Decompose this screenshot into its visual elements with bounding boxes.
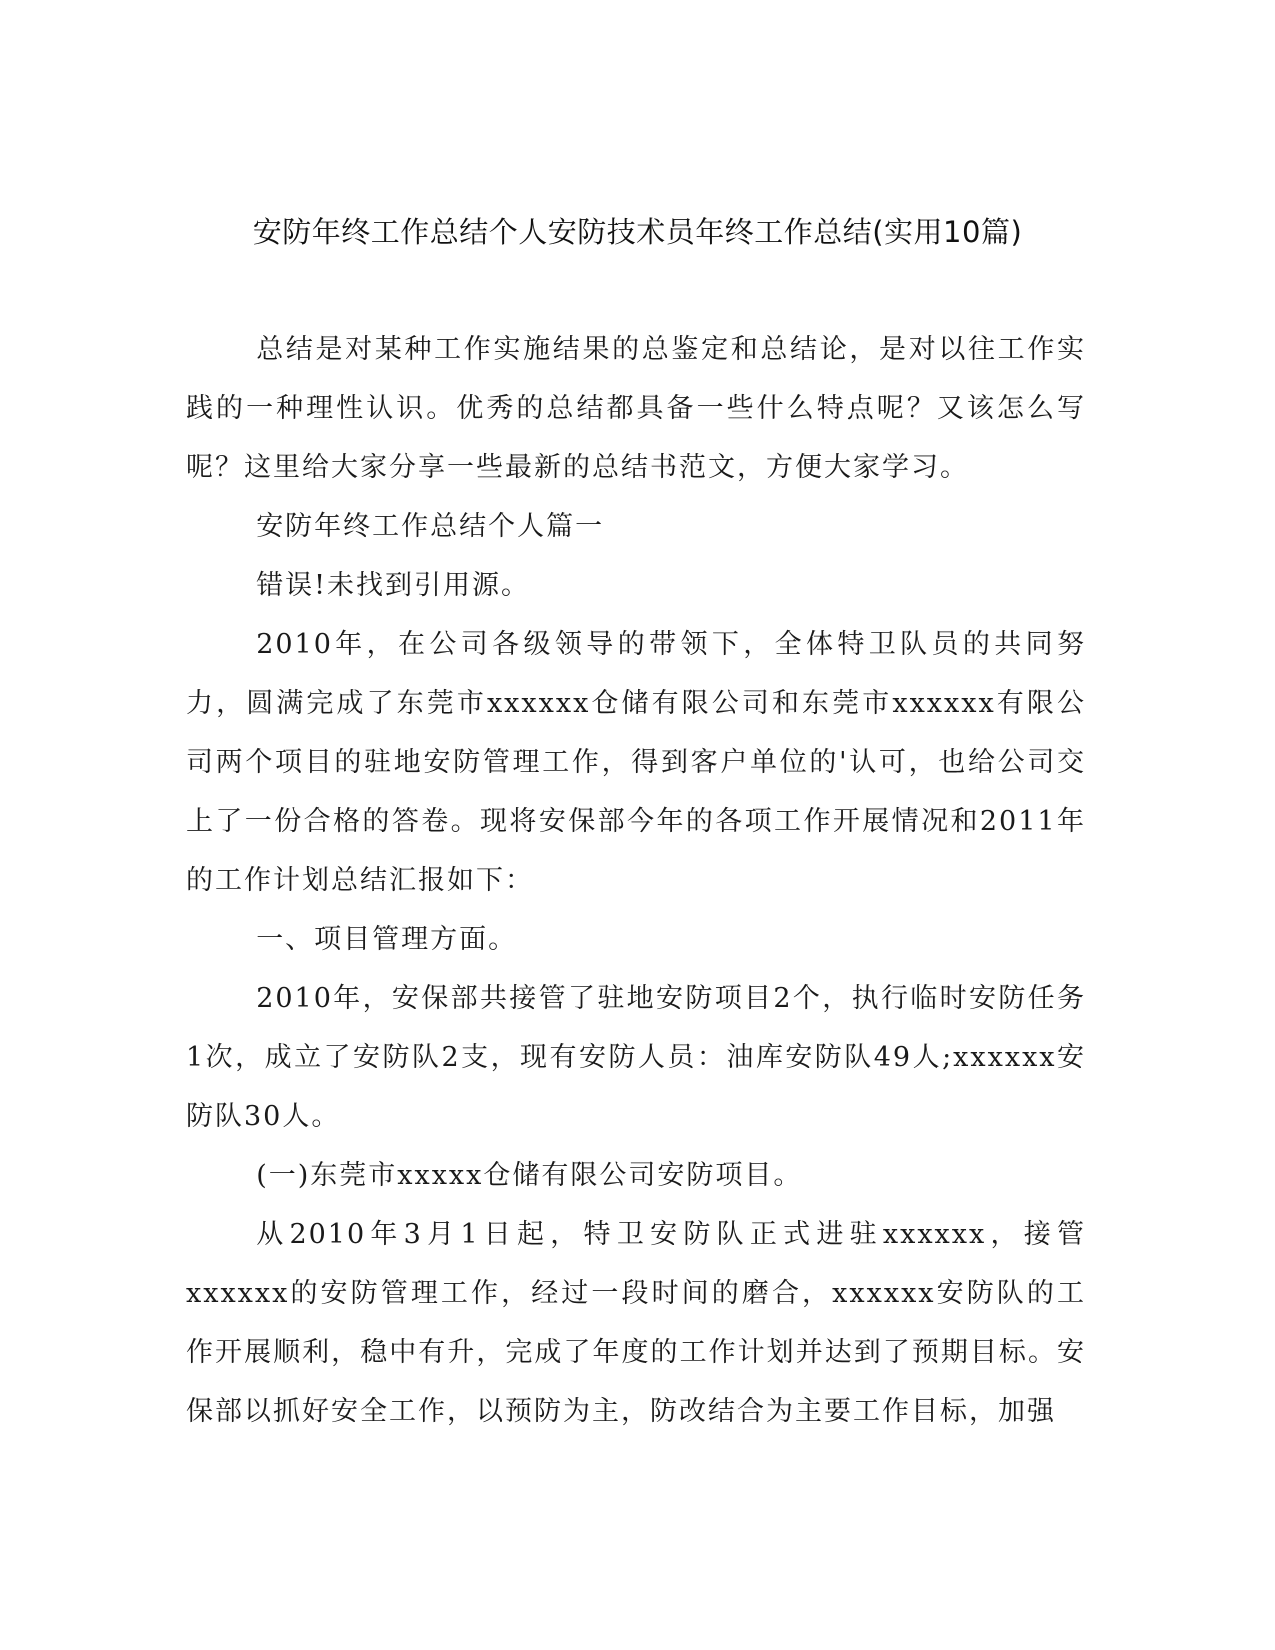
document-body xyxy=(186,320,1086,1441)
document-title: 安防年终工作总结个人安防技术员年终工作总结(实用10篇) xyxy=(252,215,1023,249)
subsection-heading: (一)东莞市xxxxx仓储有限公司安防项目。 xyxy=(256,1160,803,1191)
intro-paragraph: 总结是对某种工作实施结果的总鉴定和总结论，是对以往工作实践的一种理性认识。优秀的总结都具备一些什么特点呢？又该怎么写呢？这里给大家分享一些最新的总结书范文，方便大家学习。 xyxy=(186,334,1086,483)
body-paragraph: 2010年，在公司各级领导的带领下，全体特卫队员的共同努力，圆满完成了东莞市xxxxxx仓储有限公司和东莞市xxxxxx有限公司两个项目的驻地安防管理工作，得到客户单位的'认可，也给公司交上了一份合格的答卷。现将安保部今年的各项工作开展情况和2011年的工作计划总结汇报如下： xyxy=(186,629,1086,896)
body-paragraph: 2010年，安保部共接管了驻地安防项目2个，执行临时安防任务1次，成立了安防队2支，现有安防人员：油库安防队49人;xxxxxx安防队30人。 xyxy=(186,983,1086,1132)
subsection-heading: 一、项目管理方面。 xyxy=(256,924,518,955)
body-paragraph: 从2010年3月1日起，特卫安防队正式进驻xxxxxx，接管xxxxxx的安防管理工作，经过一段时间的磨合，xxxxxx安防队的工作开展顺利，稳中有升，完成了年度的工作计划并达到了预期目标。安保部以抓好安全工作，以预防为主，防改结合为主要工作目标，加强 xyxy=(186,1219,1086,1427)
error-reference-text: 错误!未找到引用源。 xyxy=(256,570,531,601)
section-heading: 安防年终工作总结个人篇一 xyxy=(256,511,605,542)
